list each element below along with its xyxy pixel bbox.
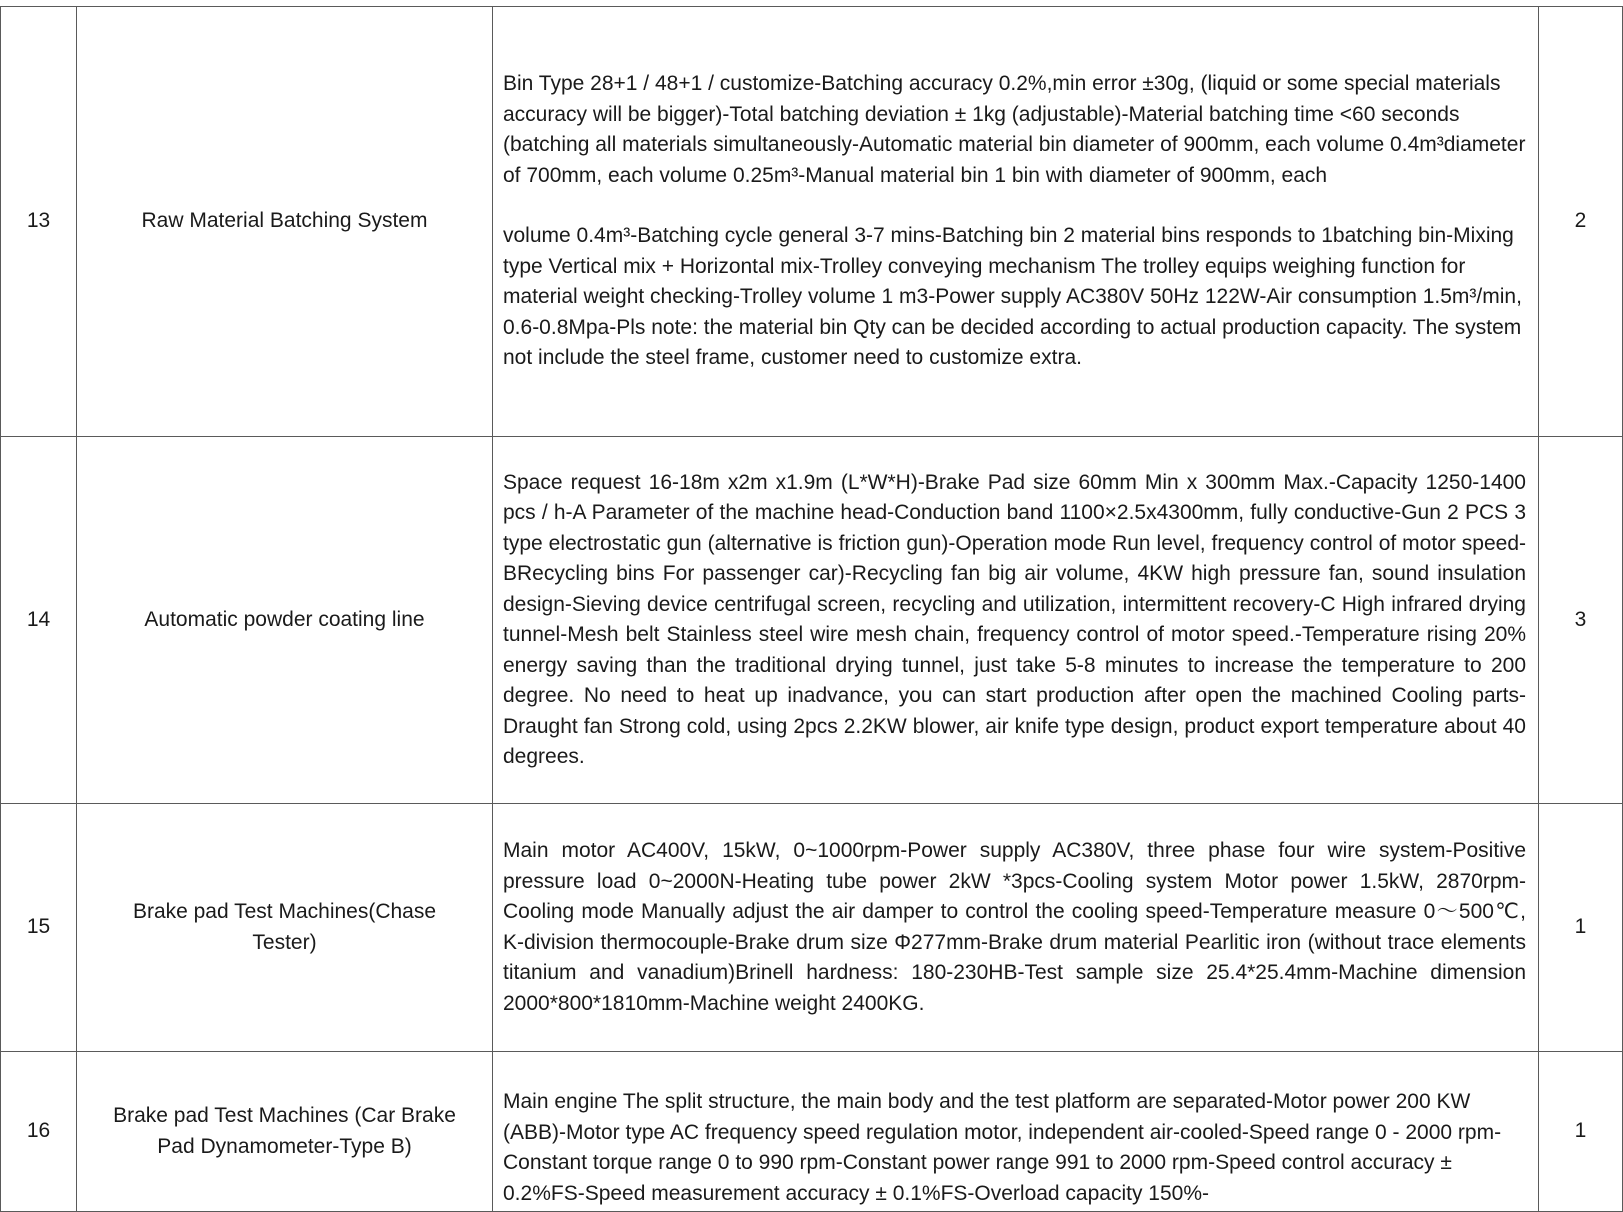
- description-paragraph: volume 0.4m³-Batching cycle general 3-7 mins-Batching bin 2 material bins responds to 1batching bin-Mixing type Vertical mix + Horizontal mix-Trolley conveying mechanism The trolley equips weighing function for material weight checking-Trolley volume 1 m3-Power supply AC380V 50Hz 122W-Air consumption 1.5m³/min, 0.6-0.8Mpa-Pls note: the material bin Qty can be decided according to actual production capacity. The system not include the steel frame, customer need to customize extra.: [503, 224, 1522, 370]
- table-row: [1, 1052, 1623, 1212]
- item-description: Main engine The split structure, the main body and the test platform are separated-Motor power 200 KW (ABB)-Motor type AC frequency speed regulation motor, independent air-cooled-Speed range 0 - 2000 rpm-Constant torque range 0 to 990 rpm-Constant power range 991 to 2000 rpm-Speed control accuracy ± 0.2%FS-Speed measurement accuracy ± 0.1%FS-Overload capacity 150%-: [493, 1052, 1539, 1212]
- item-name: Raw Material Batching System: [77, 7, 493, 437]
- item-description: Main motor AC400V, 15kW, 0~1000rpm-Power supply AC380V, three phase four wire system-Positive pressure load 0~2000N-Heating tube power 2kW *3pcs-Cooling system Motor power 1.5kW, 2870rpm-Cooling mode Manually adjust the air damper to control the cooling speed-Temperature measure 0～500℃, K-division thermocouple-Brake drum size Φ277mm-Brake drum material Pearlitic iron (without trace elements titanium and vanadium)Brinell hardness: 180-230HB-Test sample size 25.4*25.4mm-Machine dimension 2000*800*1810mm-Machine weight 2400KG.: [493, 804, 1539, 1052]
- paragraph-gap: [503, 191, 1526, 221]
- table-row: [1, 7, 1623, 437]
- item-number: 16: [1, 1052, 77, 1212]
- item-quantity: 2: [1539, 7, 1623, 437]
- item-number: 15: [1, 804, 77, 1052]
- item-number: 13: [1, 7, 77, 437]
- item-name: Brake pad Test Machines(Chase Tester): [77, 804, 493, 1052]
- item-quantity: 1: [1539, 804, 1623, 1052]
- description-paragraph: Bin Type 28+1 / 48+1 / customize-Batching accuracy 0.2%,min error ±30g, (liquid or some special materials accuracy will be bigger)-Total batching deviation ± 1kg (adjustable)-Material batching time <60 seconds (batching all materials simultaneously-Automatic material bin diameter of 900mm, each volume 0.4m³diameter of 700mm, each volume 0.25m³-Manual material bin 1 bin with diameter of 900mm, each: [503, 72, 1526, 187]
- item-quantity: 1: [1539, 1052, 1623, 1212]
- item-name: Brake pad Test Machines (Car Brake Pad Dynamometer-Type B): [77, 1052, 493, 1212]
- item-quantity: 3: [1539, 437, 1623, 804]
- item-number: 14: [1, 437, 77, 804]
- equipment-spec-table: [0, 6, 1623, 1212]
- item-description: Space request 16-18m x2m x1.9m (L*W*H)-Brake Pad size 60mm Min x 300mm Max.-Capacity 1250-1400 pcs / h-A Parameter of the machine head-Conduction band 1100×2.5x4300mm, fully conductive-Gun 2 PCS 3 type electrostatic gun (alternative is friction gun)-Operation mode Run level, frequency control of motor speed-BRecycling bins For passenger car)-Recycling fan big air volume, 4KW high pressure fan, sound insulation design-Sieving device centrifugal screen, recycling and utilization, intermittent recovery-C High infrared drying tunnel-Mesh belt Stainless steel wire mesh chain, frequency control of motor speed.-Temperature rising 20% energy saving than the traditional drying tunnel, just take 5-8 minutes to increase the temperature to 200 degree. No need to heat up inadvance, you can start production after open the machined Cooling parts-Draught fan Strong cold, using 2pcs 2.2KW blower, air knife type design, product export temperature about 40 degrees.: [493, 437, 1539, 804]
- item-description: [493, 7, 1539, 437]
- table-row: [1, 437, 1623, 804]
- table-row: [1, 804, 1623, 1052]
- item-name: Automatic powder coating line: [77, 437, 493, 804]
